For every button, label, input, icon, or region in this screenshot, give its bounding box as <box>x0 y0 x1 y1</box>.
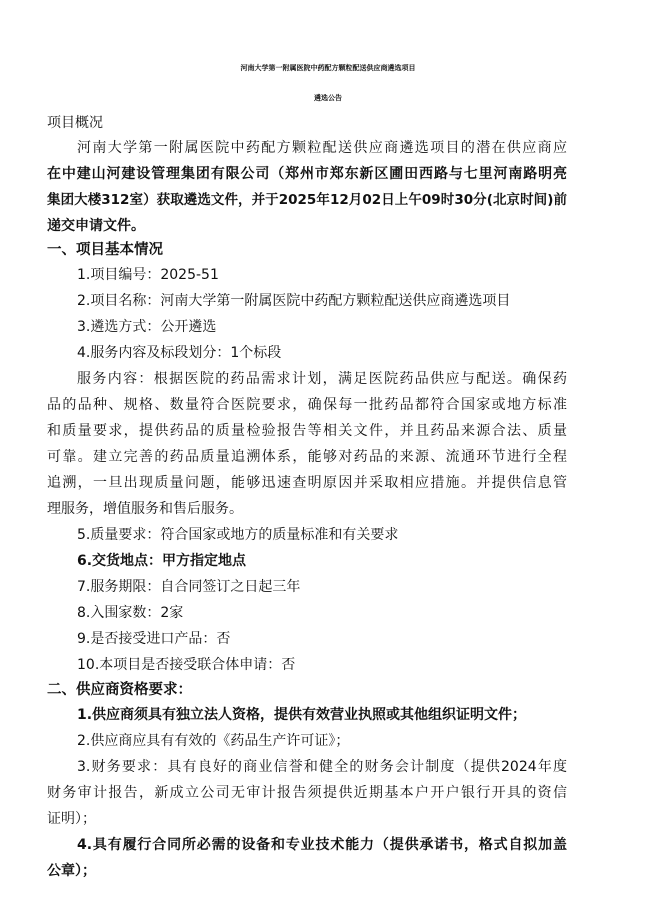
section-1-item: 8.入围家数：2家 <box>77 605 184 621</box>
document-title-line-1: 河南大学第一附属医院中药配方颗粒配送供应商遴选项目 <box>240 64 416 72</box>
service-content-line: 可靠。建立完善的药品质量追溯体系，能够对药品的来源、流通环节进行全程 <box>47 449 567 465</box>
section-1-item: 7.服务期限：自合同签订之日起三年 <box>77 579 301 595</box>
section-1-heading: 一、项目基本情况 <box>47 242 163 258</box>
section-1-item: 4.服务内容及标段划分：1个标段 <box>77 345 282 361</box>
document-title-line-2: 遴选公告 <box>314 94 342 102</box>
qualification-line: 2.供应商应具有有效的《药品生产许可证》； <box>77 733 350 749</box>
service-content-line: 理服务，增值服务和售后服务。 <box>47 501 243 517</box>
section-2-heading: 二、供应商资格要求： <box>47 682 192 698</box>
section-1-item: 5.质量要求：符合国家或地方的质量标准和有关要求 <box>77 527 399 543</box>
service-content-line: 追溯，一旦出现质量问题，能够迅速查明原因并采取相应措施。并提供信息管 <box>47 475 567 491</box>
qualification-line: 1.供应商须具有独立法人资格，提供有效营业执照或其他组织证明文件； <box>77 707 527 723</box>
service-content-line: 和质量要求，提供药品的质量检验报告等相关文件，并且药品来源合法、质量 <box>47 423 567 439</box>
qualification-line: 公章）； <box>47 863 96 879</box>
overview-line: 在中建山河建设管理集团有限公司（郑州市郑东新区圃田西路与七里河南路明亮 <box>47 166 567 182</box>
section-1-item: 9.是否接受进口产品：否 <box>77 631 231 647</box>
overview-heading: 项目概况 <box>47 115 103 131</box>
section-1-item: 6.交货地点：甲方指定地点 <box>77 553 247 569</box>
qualification-line: 4.具有履行合同所必需的设备和专业技术能力（提供承诺书，格式自拟加盖 <box>77 837 567 853</box>
service-content-line: 服务内容：根据医院的药品需求计划，满足医院药品供应与配送。确保药 <box>77 371 567 387</box>
section-1-item: 10.本项目是否接受联合体申请：否 <box>77 657 296 673</box>
qualification-line: 3.财务要求：具有良好的商业信誉和健全的财务会计制度（提供2024年度 <box>77 759 567 775</box>
overview-line: 递交申请文件。 <box>47 218 145 234</box>
section-1-item: 3.遴选方式：公开遴选 <box>77 319 217 335</box>
overview-line: 集团大楼312室）获取遴选文件，并于2025年12月02日上午09时30分(北京时间)前 <box>47 192 567 208</box>
qualification-line: 证明）； <box>47 811 96 827</box>
section-1-item: 2.项目名称：河南大学第一附属医院中药配方颗粒配送供应商遴选项目 <box>77 293 511 309</box>
service-content-line: 品的品种、规格、数量符合医院要求，确保每一批药品都符合国家或地方标准 <box>47 397 567 413</box>
overview-line: 河南大学第一附属医院中药配方颗粒配送供应商遴选项目的潜在供应商应 <box>77 140 567 156</box>
section-1-item: 1.项目编号：2025-51 <box>77 267 219 283</box>
qualification-line: 财务审计报告，新成立公司无审计报告须提供近期基本户开户银行开具的资信 <box>47 785 567 801</box>
